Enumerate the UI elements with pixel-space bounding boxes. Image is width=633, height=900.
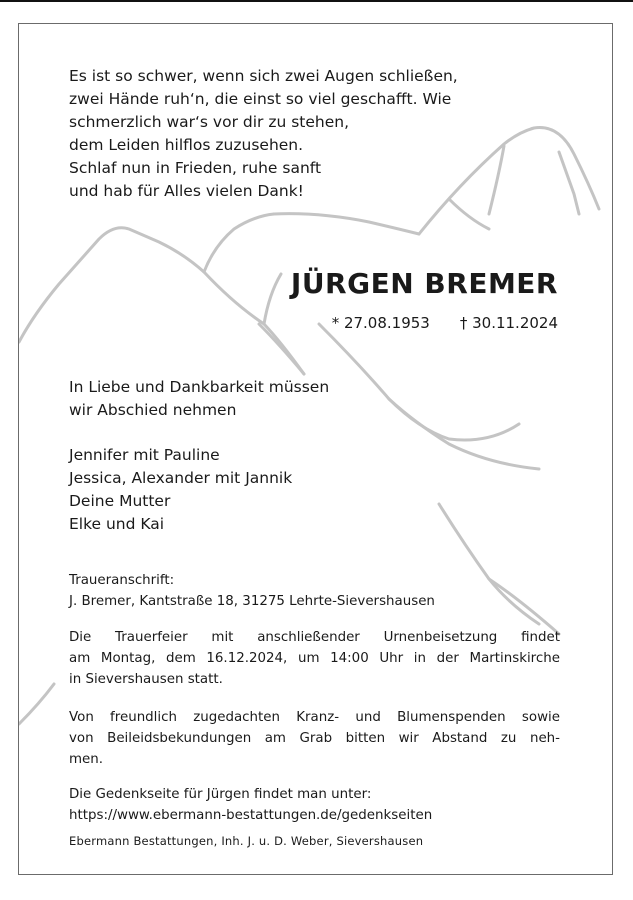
life-dates: [332, 314, 558, 332]
flowers-line: men.: [69, 752, 104, 767]
memorial-text: Die Gedenkseite für Jürgen findet man unter:: [69, 787, 372, 802]
poem-line: Es ist so schwer, wenn sich zwei Augen schließen,: [69, 67, 458, 85]
top-border: [0, 0, 633, 2]
poem-line: zwei Hände ruh‘n, die einst so viel geschafft. Wie: [69, 90, 452, 108]
service-line: in Sievershausen statt.: [69, 672, 223, 687]
family-member: Elke und Kai: [69, 515, 165, 533]
service-line: am Montag, dem 16.12.2024, um 14:00 Uhr in der Martinskirche: [69, 651, 560, 666]
family-list: [69, 444, 292, 536]
poem-line: dem Leiden hilflos zuzusehen.: [69, 136, 304, 154]
service-line: Die Trauerfeier mit anschließender Urnenbeisetzung findet: [69, 630, 560, 645]
flowers-line: von Beileidsbekundungen am Grab bitten wir Abstand zu neh-: [69, 731, 560, 746]
address-value: J. Bremer, Kantstraße 18, 31275 Lehrte-Sievershausen: [69, 594, 435, 609]
mourning-address: [69, 570, 560, 612]
address-label: Traueranschrift:: [69, 573, 175, 588]
funeral-home: Ebermann Bestattungen, Inh. J. u. D. Weber, Sievershausen: [69, 834, 424, 848]
memorial-link[interactable]: https://www.ebermann-bestattungen.de/gedenkseiten: [69, 808, 433, 823]
intro-line: In Liebe und Dankbarkeit müssen: [69, 378, 330, 396]
memorial-page: [69, 784, 560, 826]
poem: [69, 65, 458, 203]
intro-line: wir Abschied nehmen: [69, 401, 237, 419]
family-member: Deine Mutter: [69, 492, 171, 510]
intro-text: [69, 376, 329, 422]
family-member: Jennifer mit Pauline: [69, 446, 220, 464]
obituary-card: [18, 23, 613, 875]
poem-line: schmerzlich war‘s vor dir zu stehen,: [69, 113, 350, 131]
flowers-line: Von freundlich zugedachten Kranz- und Blumenspenden sowie: [69, 710, 560, 725]
flowers-note: [69, 707, 560, 770]
funeral-service: [69, 627, 560, 690]
birth-date: * 27.08.1953: [331, 314, 430, 332]
family-member: Jessica, Alexander mit Jannik: [69, 469, 293, 487]
deceased-name: JÜRGEN BREMER: [290, 267, 558, 300]
poem-line: Schlaf nun in Frieden, ruhe sanft: [69, 159, 322, 177]
poem-line: und hab für Alles vielen Dank!: [69, 182, 304, 200]
death-date: † 30.11.2024: [459, 314, 558, 332]
